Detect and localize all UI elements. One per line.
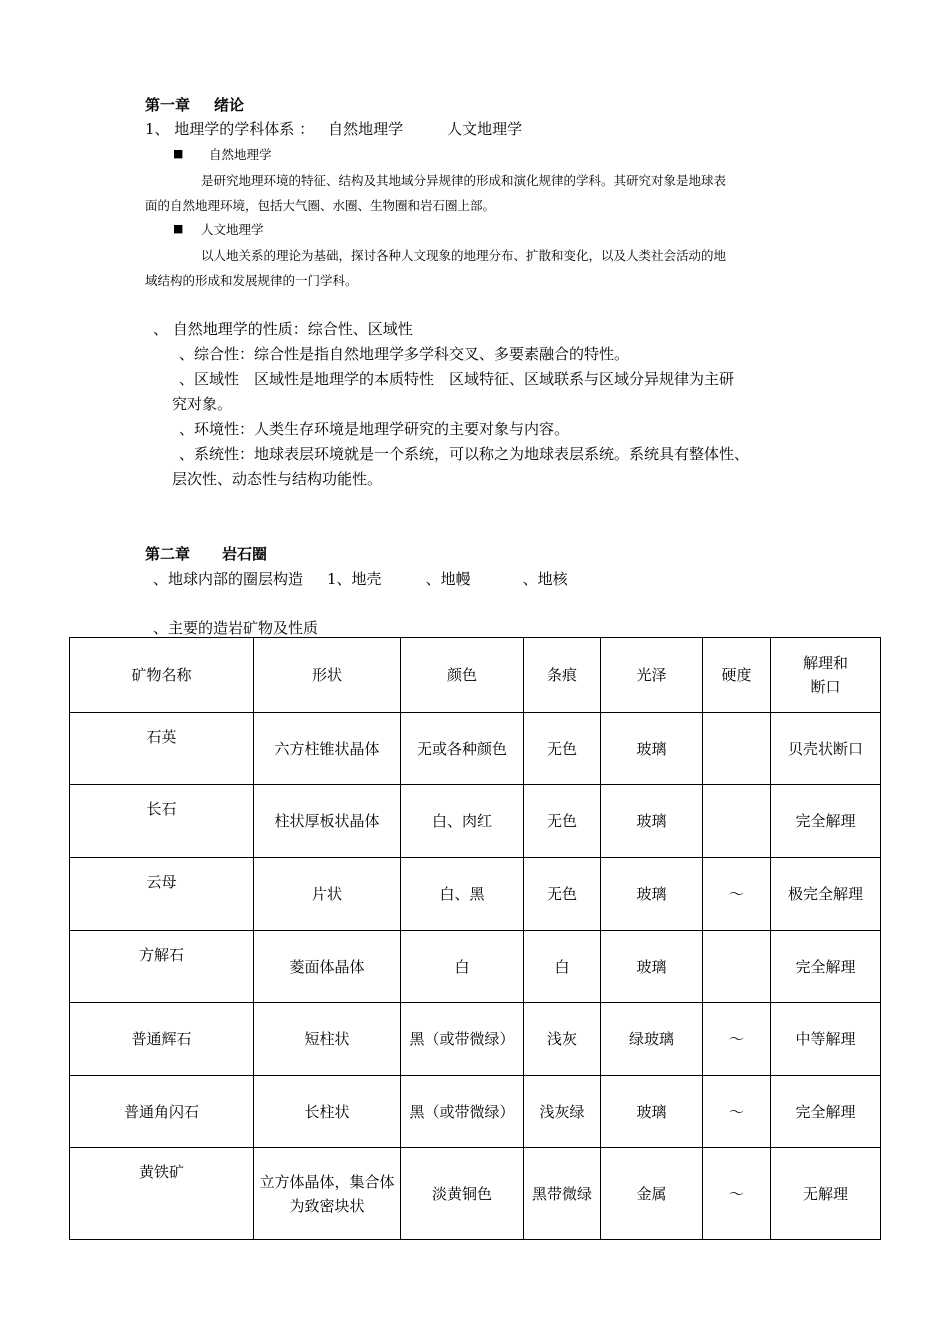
cell-streak: 浅灰绿 [524,1076,601,1148]
header-hardness: 硬度 [703,638,771,713]
table-row [70,785,881,858]
chapter2-number: 第二章 [145,545,191,563]
item1-human: 人文地理学 [447,120,523,138]
cell-cleavage: 完全解理 [771,785,881,858]
cell-luster: 玻璃 [601,931,703,1003]
item2-p4-line2: 层次性、动态性与结构功能性。 [172,470,383,488]
bullet-icon: ■ [173,222,184,235]
cell-shape-line2: 为致密块状 [289,1196,365,1215]
table-row [70,1148,881,1240]
cell-name: 方解石 [70,931,254,1003]
chapter2-item2-title: 、主要的造岩矿物及性质 [153,619,319,637]
table-row [70,931,881,1003]
physical-text-line2: 面的自然地理环境，包括大气圈、水圈、生物圈和岩石圈上部。 [145,198,496,213]
cell-luster: 金属 [601,1148,703,1240]
cell-shape-line1: 立方体晶体，集合体 [259,1172,395,1191]
chapter1-number: 第一章 [145,96,191,114]
header-name: 矿物名称 [70,638,254,713]
cell-name: 普通辉石 [70,1003,254,1076]
cell-luster: 玻璃 [601,858,703,931]
cell-streak: 无色 [524,858,601,931]
cell-luster: 玻璃 [601,785,703,858]
cell-shape: 柱状厚板状晶体 [254,785,401,858]
ch2-item1-prefix: 、地球内部的圈层构造 [153,570,304,588]
cell-shape: 片状 [254,858,401,931]
chapter2-name: 岩石圈 [222,545,268,563]
cell-name: 长石 [70,785,254,858]
cell-color: 黑（或带微绿） [401,1076,524,1148]
item2-p4-line1: 、系统性：地球表层环境就是一个系统，可以称之为地球表层系统。系统具有整体性、 [179,445,750,463]
table-header-row [70,638,881,713]
item2-p3: 、环境性：人类生存环境是地理学研究的主要对象与内容。 [179,420,570,438]
table-row [70,713,881,785]
chapter1-name: 绪论 [214,96,245,114]
table-row [70,858,881,931]
cell-name: 普通角闪石 [70,1076,254,1148]
ch2-crust: 1、地壳 [327,570,382,588]
cell-shape: 六方柱锥状晶体 [254,713,401,785]
cell-name: 云母 [70,858,254,931]
cell-luster: 玻璃 [601,1076,703,1148]
cell-cleavage: 极完全解理 [771,858,881,931]
cell-hardness [703,785,771,858]
chapter2-item1 [153,568,568,589]
physical-text-line1: 是研究地理环境的特征、结构及其地域分异规律的形成和演化规律的学科。其研究对象是地球表 [201,173,727,188]
cell-streak: 浅灰 [524,1003,601,1076]
cell-hardness [703,713,771,785]
mineral-table [69,637,881,1240]
cell-streak: 无色 [524,713,601,785]
item2-p2-line2: 究对象。 [172,395,233,413]
cell-streak: 白 [524,931,601,1003]
item2-title: 、 自然地理学的性质：综合性、区域性 [153,320,413,338]
cell-name: 黄铁矿 [70,1148,254,1240]
physical-heading: 自然地理学 [209,147,272,162]
cell-streak: 无色 [524,785,601,858]
header-cleavage-line2: 断口 [810,678,841,696]
cell-color: 淡黄铜色 [401,1148,524,1240]
header-color: 颜色 [401,638,524,713]
cell-color: 白、肉红 [401,785,524,858]
cell-luster: 绿玻璃 [601,1003,703,1076]
cell-hardness: ～ [703,1148,771,1240]
header-cleavage [771,638,881,713]
human-text-line2: 域结构的形成和发展规律的一门学科。 [145,273,358,288]
cell-shape: 长柱状 [254,1076,401,1148]
cell-luster: 玻璃 [601,713,703,785]
cell-cleavage: 无解理 [771,1148,881,1240]
cell-cleavage: 中等解理 [771,1003,881,1076]
human-text-line1: 以人地关系的理论为基础，探讨各种人文现象的地理分布、扩散和变化，以及人类社会活动的地 [201,248,727,263]
cell-color: 无或各种颜色 [401,713,524,785]
header-shape: 形状 [254,638,401,713]
cell-hardness [703,931,771,1003]
cell-cleavage: 完全解理 [771,931,881,1003]
cell-color: 白 [401,931,524,1003]
cell-streak: 黑带微绿 [524,1148,601,1240]
ch2-core: 、地核 [522,570,568,588]
bullet-icon: ■ [173,147,184,160]
cell-shape [254,1148,401,1240]
item2-p2-line1: 、区域性 区域性是地理学的本质特性 区域特征、区域联系与区域分异规律为主研 [179,370,735,388]
cell-shape: 菱面体晶体 [254,931,401,1003]
item1-prefix: 1、 地理学的学科体系 ： [145,120,315,138]
cell-name: 石英 [70,713,254,785]
header-luster: 光泽 [601,638,703,713]
table-row [70,1076,881,1148]
cell-hardness: ～ [703,1003,771,1076]
cell-hardness: ～ [703,1076,771,1148]
table-row [70,1003,881,1076]
header-streak: 条痕 [524,638,601,713]
cell-shape: 短柱状 [254,1003,401,1076]
cell-cleavage: 贝壳状断口 [771,713,881,785]
item1-physical: 自然地理学 [328,120,404,138]
chapter2-title [145,543,267,564]
cell-color: 黑（或带微绿） [401,1003,524,1076]
human-heading: 人文地理学 [201,222,264,237]
item2-p1: 、综合性：综合性是指自然地理学多学科交叉、多要素融合的特性。 [179,345,630,363]
cell-hardness: ～ [703,858,771,931]
cell-color: 白、黑 [401,858,524,931]
chapter1-item1 [145,118,522,139]
chapter1-title [145,94,244,115]
ch2-mantle: 、地幔 [425,570,471,588]
cell-cleavage: 完全解理 [771,1076,881,1148]
header-cleavage-line1: 解理和 [802,654,848,672]
